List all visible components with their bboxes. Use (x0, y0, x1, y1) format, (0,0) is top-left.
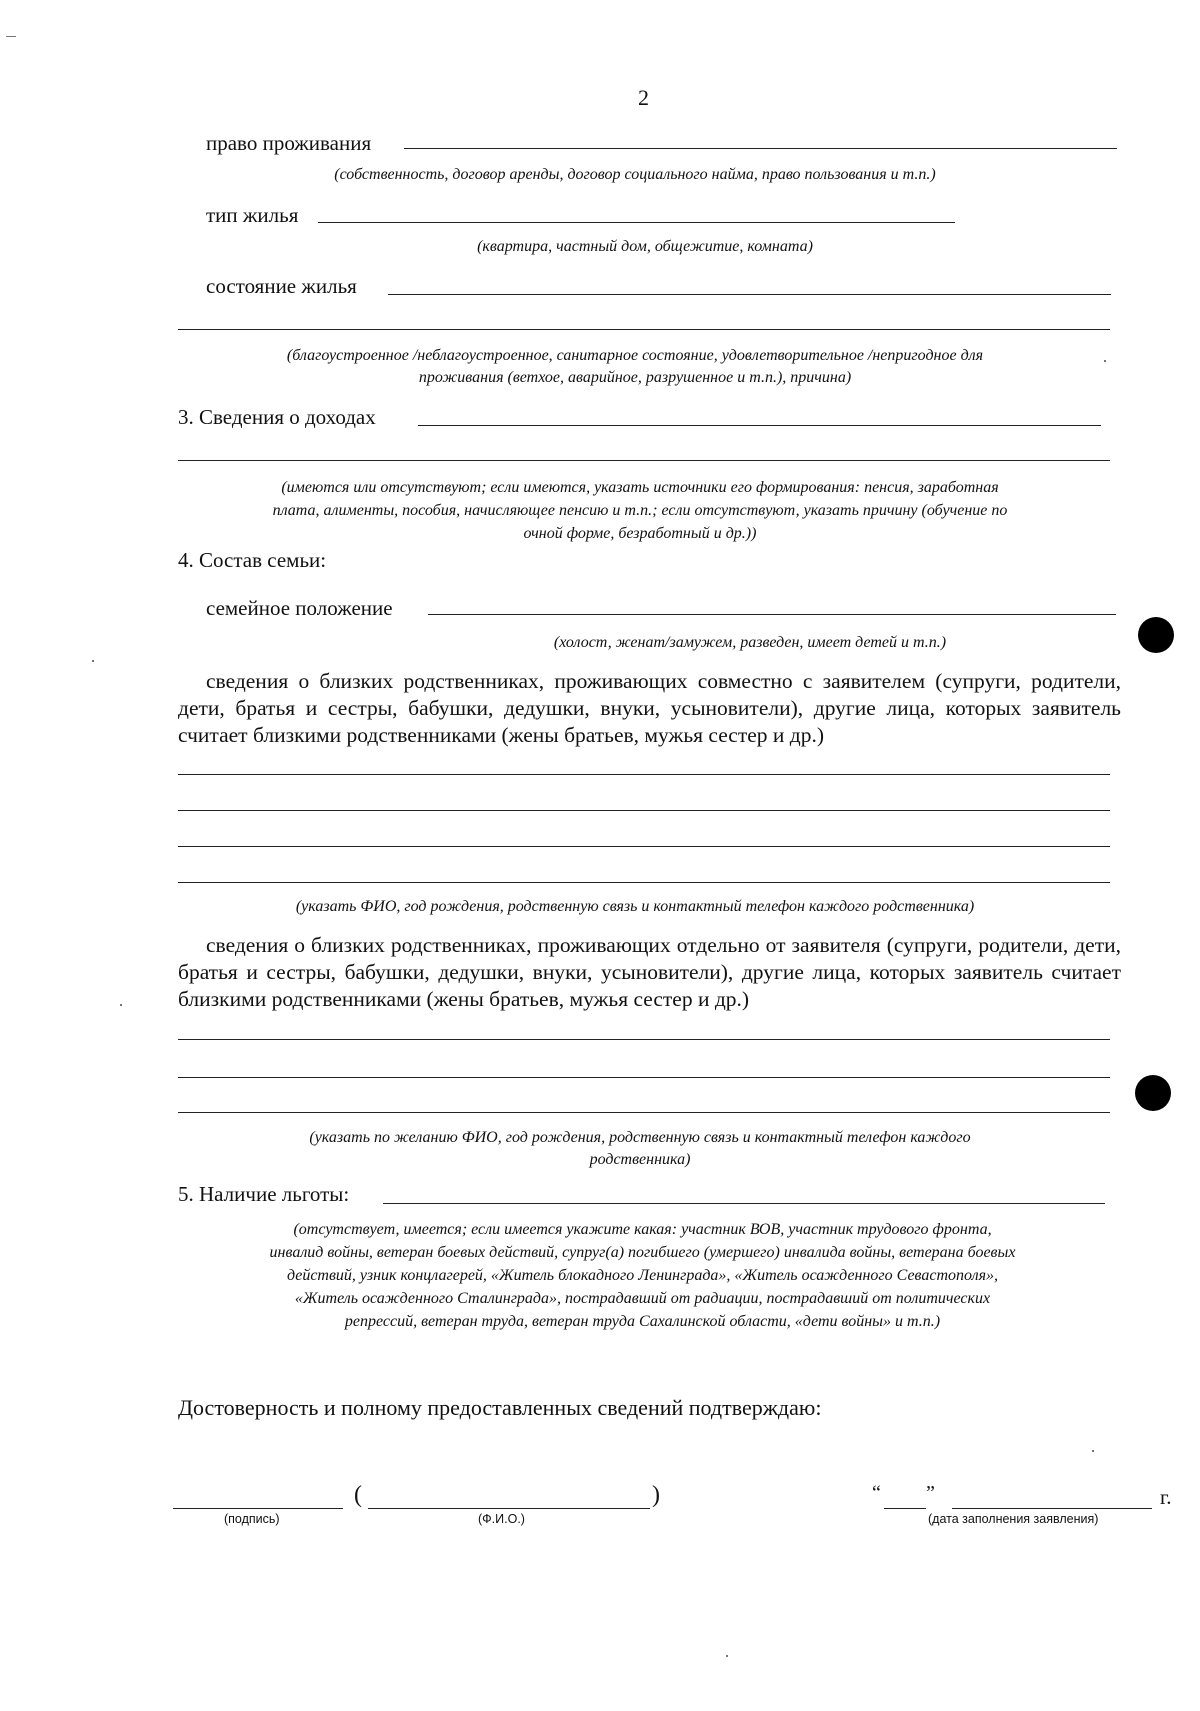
date-quote-open: “ (872, 1482, 881, 1504)
scan-speck (6, 36, 16, 37)
housing-condition-field-2[interactable] (178, 329, 1110, 330)
relatives-together-line-4[interactable] (178, 882, 1110, 883)
date-caption: (дата заполнения заявления) (928, 1512, 1099, 1526)
relatives-apart-line-1[interactable] (178, 1039, 1110, 1040)
income-field-2[interactable] (178, 460, 1110, 461)
relatives-apart-line-3[interactable] (178, 1112, 1110, 1113)
housing-condition-hint-2: проживания (ветхое, аварийное, разрушенное и т.п.), причина) (418, 369, 852, 386)
housing-right-label: право проживания (206, 131, 372, 155)
marital-status-hint: (холост, женат/замужем, разведен, имеет детей и т.п.) (553, 634, 947, 651)
housing-type-hint: (квартира, частный дом, общежитие, комната) (477, 238, 813, 255)
housing-right-field[interactable] (404, 148, 1117, 149)
income-label: 3. Сведения о доходах (178, 405, 376, 429)
date-day-field[interactable] (884, 1508, 926, 1509)
benefits-label: 5. Наличие льготы: (178, 1182, 350, 1206)
relatives-together-line-1[interactable] (178, 774, 1110, 775)
marital-status-field[interactable] (428, 614, 1116, 615)
name-close-paren: ) (652, 1482, 660, 1508)
name-open-paren: ( (354, 1482, 362, 1508)
income-field-1[interactable] (418, 425, 1101, 426)
marital-status-label: семейное положение (206, 596, 393, 620)
benefits-hint-3: действий, узник концлагерей, «Житель блокадного Ленинграда», «Житель осажденного Севастополя», (286, 1267, 999, 1284)
relatives-apart-line-2[interactable] (178, 1077, 1110, 1078)
relatives-apart-text: сведения о близких родственниках, проживающих отдельно от заявителя (супруги, родители, дети, братья и сестры, бабушки, дедушки, внуки, усыновители), другие лица, которых заявитель считает близкими родственниками (жены братьев, мужья сестер и др.) (178, 933, 1121, 1011)
benefits-hint-2: инвалид войны, ветеран боевых действий, супруг(а) погибшего (умершего) инвалида войны, ветерана боевых (269, 1244, 1016, 1261)
relatives-apart-hint-1: (указать по желанию ФИО, год рождения, родственную связь и контактный телефон каждого (309, 1129, 971, 1146)
scan-speck (726, 1655, 728, 1657)
punch-hole-lower (1135, 1075, 1171, 1111)
housing-type-field[interactable] (318, 222, 955, 223)
scan-speck (120, 1004, 122, 1006)
name-field[interactable] (368, 1508, 650, 1509)
income-hint-2: плата, алименты, пособия, начисляющее пенсию и т.п.; если отсутствуют, указать причину (обучение по (272, 502, 1008, 519)
name-caption: (Ф.И.О.) (478, 1512, 525, 1526)
date-quote-close: ” (926, 1482, 935, 1504)
scan-speck (1104, 360, 1106, 362)
punch-hole-upper (1138, 617, 1174, 653)
benefits-hint-1: (отсутствует, имеется; если имеется укажите какая: участник ВОВ, участник трудового фронта, (293, 1221, 992, 1238)
family-label: 4. Состав семьи: (178, 548, 327, 572)
date-month-year-field[interactable] (952, 1508, 1152, 1509)
benefits-field[interactable] (383, 1203, 1105, 1204)
housing-type-label: тип жилья (206, 203, 299, 227)
income-hint-3: очной форме, безработный и др.)) (523, 525, 757, 542)
housing-right-hint: (собственность, договор аренды, договор социального найма, право пользования и т.п.) (334, 166, 936, 183)
date-year-suffix: г. (1160, 1485, 1172, 1509)
relatives-together-line-3[interactable] (178, 846, 1110, 847)
benefits-hint-4: «Житель осажденного Сталинграда», пострадавший от радиации, пострадавший от политических (294, 1290, 991, 1307)
relatives-together-text: сведения о близких родственниках, проживающих совместно с заявителем (супруги, родители, дети, братья и сестры, бабушки, дедушки, внуки, усыновители), другие лица, которых заявитель считает близкими родственниками (жены братьев, мужья сестер и др.) (178, 669, 1121, 747)
benefits-hint-5: репрессий, ветеран труда, ветеран труда Сахалинской области, «дети войны» и т.п.) (344, 1313, 941, 1330)
relatives-apart-hint-2: родственника) (589, 1151, 691, 1168)
housing-condition-field-1[interactable] (388, 294, 1111, 295)
signature-field[interactable] (173, 1508, 343, 1509)
housing-condition-label: состояние жилья (206, 274, 357, 298)
scan-speck (92, 660, 94, 662)
confirmation-text: Достоверность и полному предоставленных сведений подтверждаю: (178, 1395, 822, 1420)
income-hint-1: (имеются или отсутствуют; если имеются, указать источники его формирования: пенсия, заработная (281, 479, 999, 496)
scan-speck (1092, 1450, 1094, 1452)
relatives-together-line-2[interactable] (178, 810, 1110, 811)
signature-caption: (подпись) (224, 1512, 280, 1526)
page-number: 2 (638, 85, 649, 110)
housing-condition-hint-1: (благоустроенное /неблагоустроенное, санитарное состояние, удовлетворительное /непригодное для (286, 347, 984, 364)
relatives-together-hint: (указать ФИО, год рождения, родственную связь и контактный телефон каждого родственника) (295, 898, 975, 915)
